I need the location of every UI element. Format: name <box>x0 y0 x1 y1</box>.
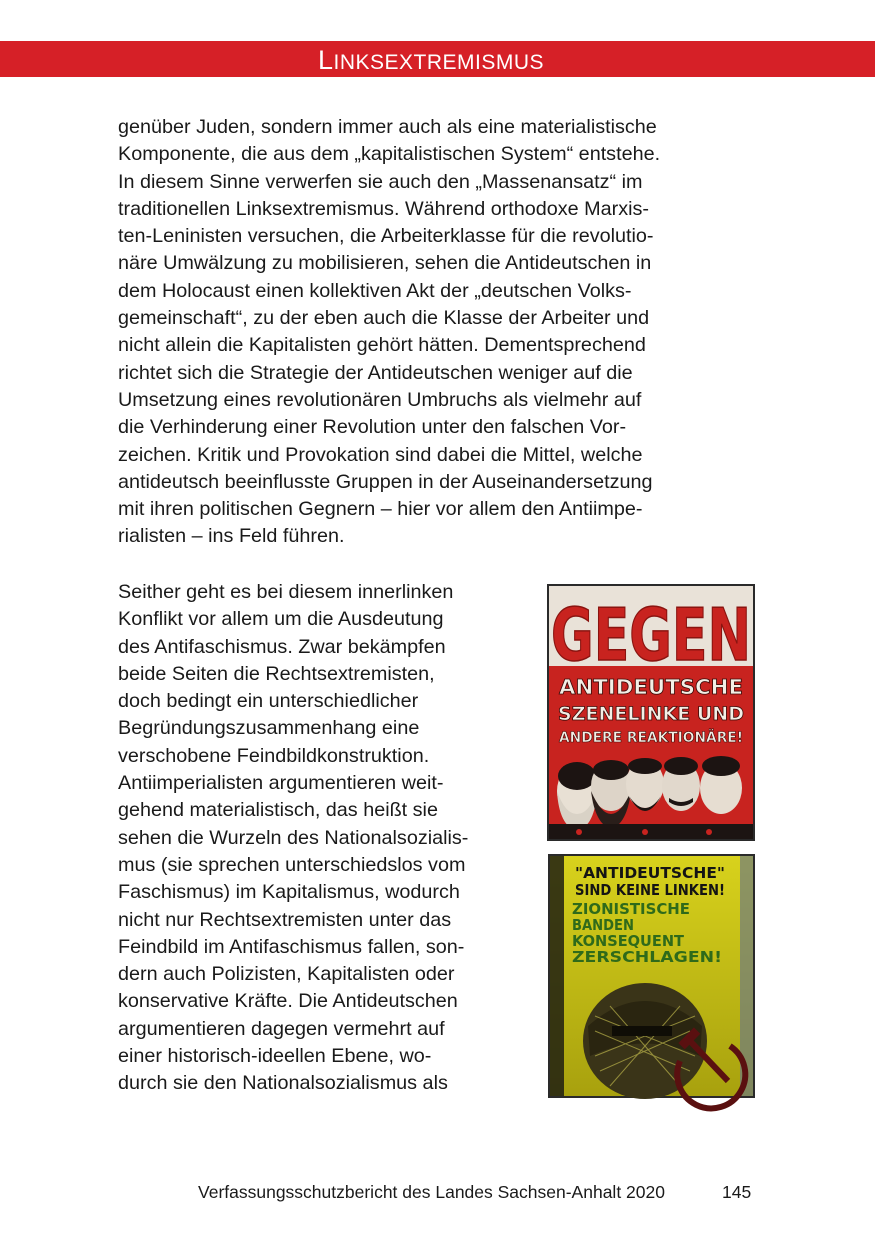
text-line: konservative Kräfte. Die Antideutschen <box>118 990 458 1013</box>
text-line: traditionellen Linksextremismus. Während orthodoxe Marxis- <box>118 197 650 220</box>
title-rest: INKSEXTREMISMUS <box>333 51 545 74</box>
poster-photo-gegen <box>547 584 755 841</box>
portrait-silhouettes <box>549 756 753 839</box>
text-line: gemeinschaft“, zu der eben auch die Klasse der Arbeiter und <box>118 307 650 330</box>
text-line: zeichen. Kritik und Provokation sind dabei die Mittel, welche <box>118 443 643 466</box>
poster-photo-antideutsche <box>548 854 755 1098</box>
poster-line-3: ANDERE REAKTIONÄRE! <box>559 730 746 746</box>
text-line: genüber Juden, sondern immer auch als eine materialistische <box>118 116 657 138</box>
text-line: Konflikt vor allem um die Ausdeutung <box>118 608 444 631</box>
page-number: 145 <box>722 1182 752 1202</box>
text-line: rialisten – ins Feld führen. <box>118 525 345 548</box>
text-line: mit ihren politischen Gegnern – hier vor allem den Antiimpe- <box>118 498 643 521</box>
text-line: die Verhinderung einer Revolution unter den falschen Vor- <box>118 416 627 439</box>
text-line: nicht allein die Kapitalisten gehört hätten. Dementsprechend <box>118 334 646 357</box>
text-line: Umsetzung eines revolutionären Umbruchs als vielmehr auf <box>118 388 642 411</box>
poster-line-1: "ANTIDEUTSCHE" <box>575 864 725 882</box>
text-line: Faschismus) im Kapitalismus, wodurch <box>118 881 460 904</box>
text-line: nicht nur Rechtsextremisten unter das <box>118 908 452 931</box>
poster-line-4: BANDEN <box>572 916 634 934</box>
text-line: Seither geht es bei diesem innerlinken <box>118 581 454 603</box>
poster-headline: GEGEN <box>551 593 751 677</box>
text-line: des Antifaschismus. Zwar bekämpfen <box>118 635 446 658</box>
text-line: mus (sie sprechen unterschiedslos vom <box>118 853 466 876</box>
text-line: einer historisch-ideellen Ebene, wo- <box>118 1045 432 1068</box>
text-line: Begründungszusammenhang eine <box>118 717 420 740</box>
text-line: dern auch Polizisten, Kapitalisten oder <box>118 963 455 986</box>
text-line: antideutsch beeinflusste Gruppen in der Auseinandersetzung <box>118 470 653 493</box>
text-line: doch bedingt ein unterschiedlicher <box>118 690 419 713</box>
poster-line-2: SIND KEINE LINKEN! <box>575 881 725 899</box>
poster-line-6: ZERSCHLAGEN! <box>572 948 722 966</box>
paragraph-1 <box>118 114 660 551</box>
text-line: durch sie den Nationalsozialismus als <box>118 1072 448 1095</box>
text-line: dem Holocaust einen kollektiven Akt der „deutschen Volks- <box>118 279 632 302</box>
text-line: verschobene Feindbildkonstruktion. <box>118 744 430 767</box>
text-line: argumentieren dagegen vermehrt auf <box>118 1017 445 1040</box>
paragraph-2 <box>118 579 468 1098</box>
poster-line-5: KONSEQUENT <box>572 932 685 950</box>
text-line: In diesem Sinne verwerfen sie auch den „Massenansatz“ im <box>118 170 643 193</box>
text-line: beide Seiten die Rechtsextremisten, <box>118 662 435 685</box>
text-line: richtet sich die Strategie der Antideutschen weniger auf die <box>118 361 633 384</box>
page-section-title <box>318 44 544 76</box>
text-line: Komponente, die aus dem „kapitalistischen System“ entstehe. <box>118 143 661 166</box>
text-line: Antiimperialisten argumentieren weit- <box>118 772 444 795</box>
text-line: Feindbild im Antifaschismus fallen, son- <box>118 935 465 958</box>
text-line: ten-Leninisten versuchen, die Arbeiterklasse für die revolutio- <box>118 225 654 248</box>
title-initial: L <box>318 45 334 75</box>
footer-publication: Verfassungsschutzbericht des Landes Sachsen-Anhalt 2020 <box>198 1182 665 1202</box>
text-line: gehend materialistisch, das heißt sie <box>118 799 438 822</box>
poster-line-2: SZENELINKE UND <box>558 703 744 725</box>
poster-line-1: ANTIDEUTSCHE <box>559 675 743 699</box>
text-line: sehen die Wurzeln des Nationalsozialis- <box>118 826 469 849</box>
text-line: näre Umwälzung zu mobilisieren, sehen die Antideutschen in <box>118 252 652 275</box>
poster-line-3: ZIONISTISCHE <box>572 900 690 918</box>
